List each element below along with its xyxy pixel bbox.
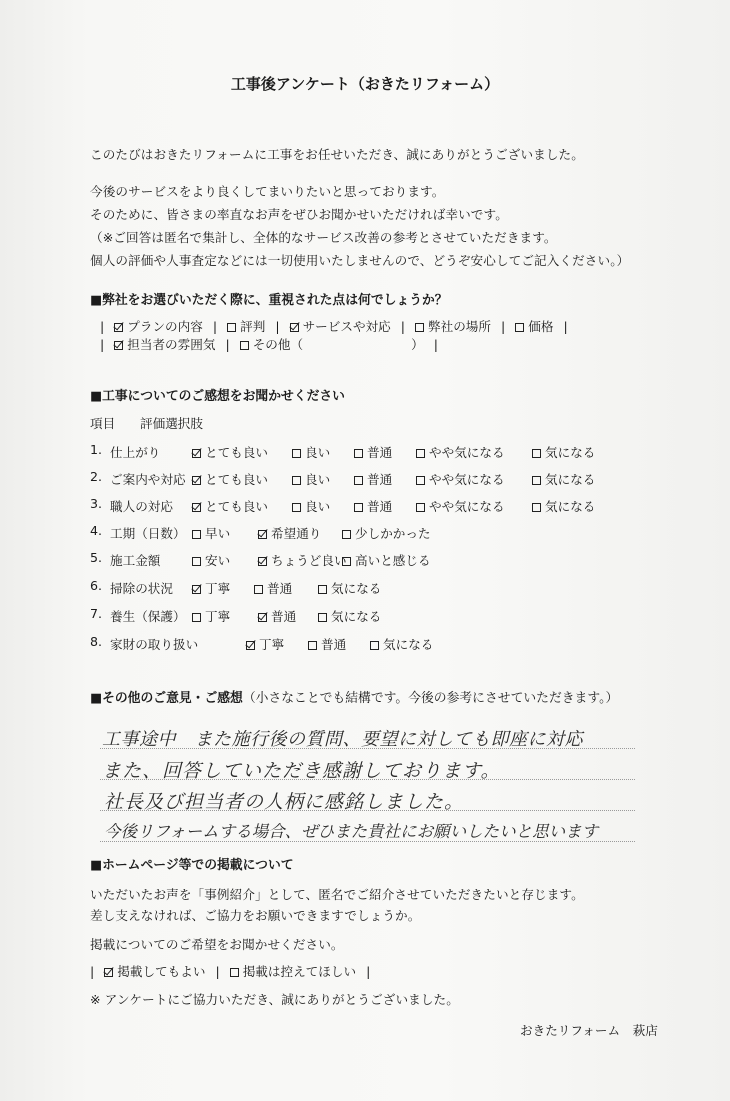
rating-option-label: 普通 [367,472,393,487]
checkbox-icon[interactable] [532,476,541,485]
intro-thanks: このたびはおきたリフォームに工事をお任せいただき、誠にありがとうございました。 [90,147,584,162]
rating-option-label: 丁寧 [259,637,285,652]
rating-option-label: 少しかかった [355,526,431,541]
rating-option-label: 普通 [321,637,347,652]
q4-options: | 掲載してもよい | 掲載は控えてほしい | [90,964,371,979]
rating-option[interactable] [192,523,230,542]
checkbox-icon[interactable] [254,585,263,594]
rating-option-label: 気になる [383,637,434,652]
rating-option-label: 気になる [545,499,596,514]
rating-option[interactable] [246,634,284,653]
rating-option[interactable] [342,523,431,542]
rating-option[interactable] [292,496,330,515]
rating-option-label: 良い [305,472,331,487]
q1-options-row-1: | プランの内容 | 評判 | サービスや対応 | 弊社の場所 | 価格 | [100,319,568,334]
rating-option[interactable] [258,606,296,625]
checkbox-icon[interactable] [230,968,239,977]
rating-option-label: やや気になる [429,445,505,460]
rating-option[interactable] [192,496,268,515]
checkbox-checked-icon[interactable] [258,557,267,566]
rating-option[interactable] [258,523,321,542]
q2-col-eval: 評価選択肢 [140,416,203,431]
rating-row-item: 職人の対応 [110,499,173,514]
q4-line-1: いただいたお声を「事例紹介」として、匿名でご紹介させていただきたいと存じます。 [90,887,584,902]
checkbox-checked-icon[interactable] [104,968,113,977]
checkbox-icon[interactable] [292,503,301,512]
q2-col-item: 項目 [90,416,116,431]
checkbox-icon[interactable] [515,323,524,332]
rating-option[interactable] [254,578,292,597]
checkbox-icon[interactable] [292,449,301,458]
rating-option[interactable] [258,550,347,569]
publish-decline-option[interactable]: 掲載は控えてほしい [230,964,356,979]
rating-option[interactable] [416,469,505,488]
store-name: おきたリフォーム 萩店 [520,1023,658,1038]
rating-option[interactable] [192,442,268,461]
rating-row-number: 2. [90,469,103,484]
rating-option-label: 普通 [267,581,293,596]
checkbox-icon[interactable] [240,341,249,350]
rating-option[interactable] [354,442,392,461]
checkbox-icon[interactable] [415,323,424,332]
checkbox-checked-icon[interactable] [246,641,255,650]
checkbox-icon[interactable] [532,503,541,512]
intro-line-2: そのために、皆さまの率直なお声をぜひお聞かせいただければ幸いです。 [90,207,508,222]
q3-heading: ■その他のご意見・ご感想（小さなことでも結構です。今後の参考にさせていただきます。） [90,691,619,706]
checkbox-icon[interactable] [318,613,327,622]
checkbox-icon[interactable] [342,530,351,539]
rating-option-label: とても良い [205,499,268,514]
rating-option[interactable] [192,550,230,569]
q1-option[interactable]: 担当者の雰囲気 [114,337,215,352]
rating-option-label: 丁寧 [205,609,231,624]
rating-option[interactable] [416,496,505,515]
checkbox-icon[interactable] [227,323,236,332]
checkbox-checked-icon[interactable] [192,503,201,512]
rating-row-item: 養生（保護） [110,609,186,624]
handwritten-comment-line: 社長及び担当者の人柄に感銘しました。 [104,791,465,813]
rating-option-label: 気になる [331,609,382,624]
rating-option-label: やや気になる [429,499,505,514]
checkbox-icon[interactable] [532,449,541,458]
rating-option[interactable] [416,442,505,461]
q1-heading: ■弊社をお選びいただく際に、重視された点は何でしょうか？ [90,293,448,308]
rating-option[interactable] [318,606,381,625]
checkbox-icon[interactable] [416,503,425,512]
rating-option-label: 良い [305,499,331,514]
rating-option[interactable] [354,496,392,515]
q4-line-2: 差し支えなければ、ご協力をお願いできますでしょうか。 [90,908,421,923]
q1-option[interactable]: サービスや対応 [290,319,391,334]
q1-options-row-2: | 担当者の雰囲気 | その他（ ） | [100,337,438,352]
rating-option-label: とても良い [205,472,268,487]
rating-row-number: 7. [90,606,103,621]
handwritten-comment-line: また、回答していただき感謝しております。 [102,760,501,782]
rating-row-number: 1. [90,442,103,457]
checkbox-checked-icon[interactable] [192,449,201,458]
rating-option-label: 高いと感じる [355,553,431,568]
rating-option-label: 希望通り [271,526,322,541]
q1-option[interactable]: 評判 [227,319,265,334]
publish-ok-option[interactable]: 掲載してもよい [104,964,205,979]
rating-row-number: 5. [90,550,103,565]
rating-row-item: 家財の取り扱い [110,637,199,652]
q4-heading: ■ホームページ等での掲載について [90,858,294,873]
checkbox-icon[interactable] [354,476,363,485]
handwritten-comment-line: 工事途中 また施行後の質問、要望に対しても即座に対応 [102,729,583,750]
rating-option[interactable] [292,442,330,461]
rating-option-label: 普通 [271,609,297,624]
checkbox-icon[interactable] [292,476,301,485]
rating-option[interactable] [308,634,346,653]
rating-option-label: 気になる [545,445,596,460]
checkbox-checked-icon[interactable] [258,530,267,539]
rating-option[interactable] [370,634,433,653]
rating-option-label: ちょうど良い [271,553,347,568]
page-title: 工事後アンケート（おきたリフォーム） [230,75,500,93]
rating-option[interactable] [318,578,381,597]
rating-option[interactable] [292,469,330,488]
checkbox-checked-icon[interactable] [258,613,267,622]
checkbox-icon[interactable] [308,641,317,650]
rating-row-item: ご案内や対応 [110,472,186,487]
rating-option-label: とても良い [205,445,268,460]
rating-option[interactable] [192,578,230,597]
rating-option[interactable] [342,550,431,569]
checkbox-icon[interactable] [416,476,425,485]
rating-option[interactable] [532,469,595,488]
rating-option-label: やや気になる [429,472,505,487]
q1-option[interactable]: その他（ [240,337,303,352]
rating-option-label: 普通 [367,499,393,514]
rating-option[interactable] [532,496,595,515]
checkbox-icon[interactable] [342,557,351,566]
intro-line-4: 個人の評価や人事査定などには一切使用いたしませんので、どうぞ安心してご記入ください。） [90,253,630,268]
rating-option-label: 安い [205,553,231,568]
rating-option-label: 丁寧 [205,581,231,596]
checkbox-icon[interactable] [318,585,327,594]
intro-line-1: 今後のサービスをより良くしてまいりたいと思っております。 [90,184,445,199]
checkbox-icon[interactable] [192,613,201,622]
rating-row-item: 工期（日数） [110,526,186,541]
handwritten-comment-line: 今後リフォームする場合、ぜひまた貴社にお願いしたいと思います [104,822,599,841]
rating-option[interactable] [532,442,595,461]
rating-option-label: 早い [205,526,231,541]
rating-option-label: 気になる [545,472,596,487]
q2-heading: ■工事についてのご感想をお聞かせください [90,389,345,404]
q1-option[interactable]: 弊社の場所 [415,319,491,334]
checkbox-icon[interactable] [354,503,363,512]
rating-option-label: 気になる [331,581,382,596]
rating-option[interactable] [192,469,268,488]
checkbox-icon[interactable] [192,557,201,566]
rating-row-number: 4. [90,523,103,538]
checkbox-icon[interactable] [370,641,379,650]
checkbox-icon[interactable] [354,449,363,458]
rating-option-label: 良い [305,445,331,460]
checkbox-icon[interactable] [192,530,201,539]
rating-option[interactable] [354,469,392,488]
rating-row-number: 3. [90,496,103,511]
rating-row-number: 8. [90,634,103,649]
q4-line-3: 掲載についてのご希望をお聞かせください。 [90,937,344,952]
checkbox-checked-icon[interactable] [114,323,123,332]
rating-option-label: 普通 [367,445,393,460]
rating-row-item: 掃除の状況 [110,581,173,596]
closing-thanks: ※ アンケートにご協力いただき、誠にありがとうございました。 [90,992,459,1007]
checkbox-checked-icon[interactable] [192,476,201,485]
checkbox-icon[interactable] [416,449,425,458]
checkbox-checked-icon[interactable] [114,341,123,350]
rating-row-item: 施工金額 [110,553,161,568]
rating-row-number: 6. [90,578,103,593]
q1-option[interactable]: プランの内容 [114,319,203,334]
q1-option[interactable]: 価格 [515,319,553,334]
checkbox-checked-icon[interactable] [290,323,299,332]
checkbox-checked-icon[interactable] [192,585,201,594]
rating-option[interactable] [192,606,230,625]
rating-row-item: 仕上がり [110,445,161,460]
intro-line-3: （※ご回答は匿名で集計し、全体的なサービス改善の参考とさせていただきます。 [90,230,557,245]
